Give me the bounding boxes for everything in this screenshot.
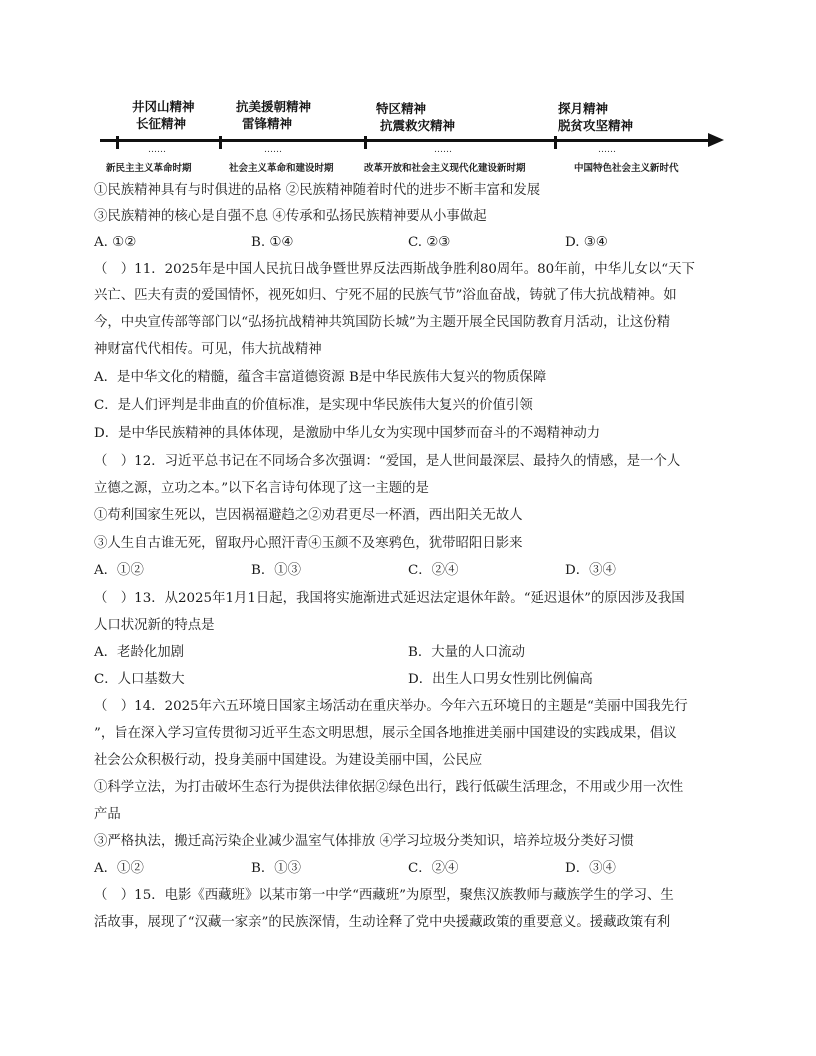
q10-option-d[interactable]: D. ③④	[565, 235, 608, 250]
ellipsis-dots: ……	[598, 145, 616, 155]
q13-option-b[interactable]: B．大量的人口流动	[408, 645, 525, 660]
q12-statements-2: ③人生自古谁无死，留取丹心照汗青④玉颜不及寒鸦色，犹带昭阳日影来	[94, 536, 523, 551]
q12-stem: 立德之源，立功之本。”以下名言诗句体现了这一主题的是	[94, 481, 429, 496]
q14-option-d[interactable]: D．③④	[565, 861, 616, 876]
period-label: 中国特色社会主义新时代	[574, 163, 679, 174]
ellipsis-dots: ……	[148, 145, 166, 155]
q11-option-ab[interactable]: A．是中华文化的精髓，蕴含丰富道德资源 B是中华民族伟大复兴的物质保障	[94, 370, 547, 385]
q11-option-c[interactable]: C．是人们评判是非曲直的价值标准，是实现中华民族伟大复兴的价值引领	[94, 398, 533, 413]
q15-stem: （ ）15．电影《西藏班》以某市第一中学“西藏班”为原型，聚焦汉族教师与藏族学生的学习、生	[94, 888, 674, 903]
era-4-spirits	[558, 100, 633, 134]
q14-option-a[interactable]: A．①②	[94, 861, 144, 876]
q14-stem: （ ）14．2025年六五环境日国家主场活动在重庆举办。今年六五环境日的主题是“美丽中国我先行	[94, 699, 688, 714]
q10-statements-2: ③民族精神的核心是自强不息 ④传承和弘扬民族精神要从小事做起	[94, 209, 487, 224]
spirit-label: 探月精神	[558, 101, 609, 116]
q14-statements-1-cont: 产品	[94, 807, 121, 822]
ellipsis-dots: ……	[264, 145, 282, 155]
era-3-spirits	[376, 100, 455, 134]
spirit-label: 脱贫攻坚精神	[558, 118, 634, 133]
q13-option-a[interactable]: A．老龄化加剧	[94, 645, 185, 660]
q14-statements-1: ①科学立法，为打击破坏生态行为提供法律依据②绿色出行，践行低碳生活理念，不用或少用一次性	[94, 780, 684, 795]
q12-stem: （ ）12．习近平总书记在不同场合多次强调：“爱国，是人世间最深层、最持久的情感，是一个人	[94, 454, 681, 469]
timeline-arrowhead	[708, 133, 724, 147]
era-2-spirits	[236, 98, 311, 132]
q12-statements-1: ①苟利国家生死以，岂因祸福避趋之②劝君更尽一杯酒，西出阳关无故人	[94, 508, 523, 523]
q13-option-c[interactable]: C．人口基数大	[94, 672, 185, 687]
q10-option-b[interactable]: B. ①④	[251, 235, 294, 250]
period-label: 社会主义革命和建设时期	[229, 163, 334, 174]
q14-stem: ”，旨在深入学习宣传贯彻习近平生态文明思想，展示全国各地推进美丽中国建设的实践成果，倡议	[94, 726, 677, 741]
q13-stem: （ ）13．从2025年1月1日起，我国将实施渐进式延迟法定退休年龄。“延迟退休”的原因涉及我国	[94, 591, 685, 606]
q11-stem: （ ）11．2025年是中国人民抗日战争暨世界反法西斯战争胜利80周年。80年前，中华儿女以“天下	[94, 262, 695, 277]
spirit-label: 雷锋精神	[242, 116, 293, 131]
ellipsis-dots: ……	[434, 145, 452, 155]
spirit-label: 井冈山精神	[132, 99, 195, 114]
timeline-tick	[116, 136, 119, 149]
spirit-timeline	[96, 96, 736, 176]
spirit-label: 特区精神	[376, 101, 427, 116]
period-label: 改革开放和社会主义现代化建设新时期	[364, 163, 526, 174]
q10-option-a[interactable]: A. ①②	[94, 235, 137, 250]
spirit-label: 抗震救灾精神	[380, 118, 456, 133]
q13-stem: 人口状况新的特点是	[94, 618, 215, 633]
timeline-tick	[219, 136, 222, 149]
q14-option-b[interactable]: B．①③	[251, 861, 302, 876]
q13-option-d[interactable]: D．出生人口男女性别比例偏高	[408, 672, 593, 687]
q12-option-a[interactable]: A．①②	[94, 563, 144, 578]
q15-stem: 活故事，展现了“汉藏一家亲”的民族深情，生动诠释了党中央援藏政策的重要意义。援藏政策有利	[94, 915, 671, 930]
era-1-spirits	[132, 98, 195, 132]
q11-stem: 兴亡、匹夫有责的爱国情怀，视死如归、宁死不屈的民族气节”浴血奋战，铸就了伟大抗战精神。如	[94, 288, 677, 303]
q10-option-c[interactable]: C. ②③	[408, 235, 451, 250]
q12-option-c[interactable]: C．②④	[408, 563, 459, 578]
q11-stem: 今，中央宣传部等部门以“弘扬抗战精神共筑国防长城”为主题开展全民国防教育月活动，让这份精	[94, 315, 671, 330]
q14-option-c[interactable]: C．②④	[408, 861, 459, 876]
period-label: 新民主主义革命时期	[106, 163, 192, 174]
q12-option-d[interactable]: D．③④	[565, 563, 616, 578]
q14-statements-2: ③严格执法，搬迁高污染企业减少温室气体排放 ④学习垃圾分类知识，培养垃圾分类好习惯	[94, 834, 634, 849]
q11-option-d[interactable]: D．是中华民族精神的具体体现，是激励中华儿女为实现中国梦而奋斗的不竭精神动力	[94, 426, 601, 441]
q12-option-b[interactable]: B．①③	[251, 563, 302, 578]
timeline-tick	[364, 136, 367, 149]
q10-statements-1: ①民族精神具有与时俱进的品格 ②民族精神随着时代的进步不断丰富和发展	[94, 183, 541, 198]
q14-stem: 社会公众积极行动，投身美丽中国建设。为建设美丽中国，公民应	[94, 753, 483, 768]
spirit-label: 抗美援朝精神	[236, 99, 312, 114]
spirit-label: 长征精神	[136, 116, 187, 131]
timeline-axis	[100, 139, 712, 142]
q11-stem: 神财富代代相传。可见，伟大抗战精神	[94, 342, 322, 357]
timeline-tick	[554, 136, 557, 149]
